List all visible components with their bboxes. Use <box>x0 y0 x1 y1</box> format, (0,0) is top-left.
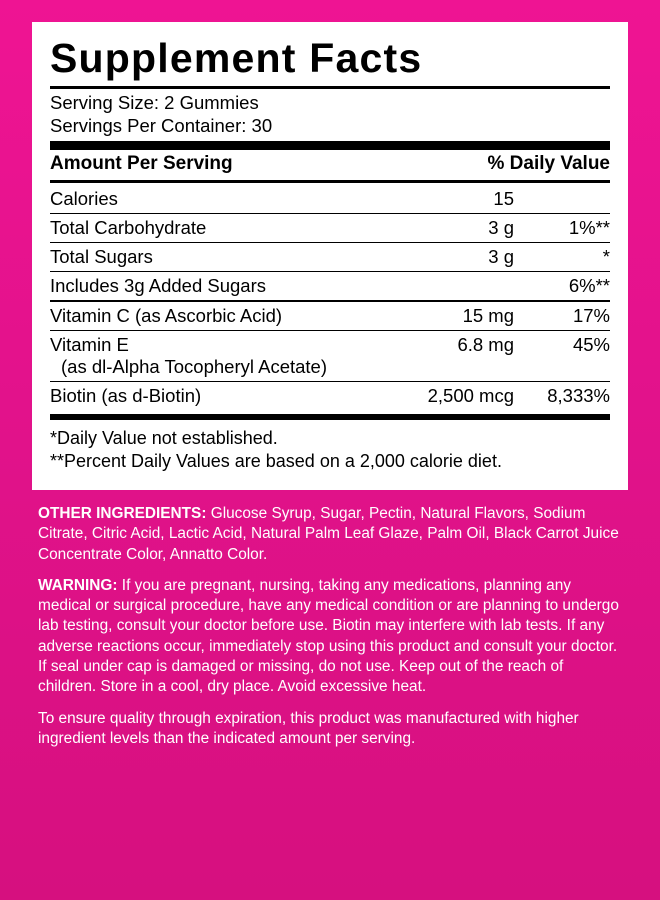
footnote-daily-value: *Daily Value not established. <box>50 428 278 449</box>
page-title: Supplement Facts <box>50 35 423 81</box>
divider-under-title <box>50 86 610 89</box>
nutrition-rows <box>50 185 610 410</box>
warning-label: WARNING: <box>38 576 118 594</box>
row-name: Calories <box>50 188 118 210</box>
servings-block <box>50 91 610 137</box>
row-amount: 2,500 mcg <box>404 382 514 411</box>
servings-per-container: Servings Per Container: 30 <box>50 114 273 136</box>
nutrition-table <box>50 150 610 178</box>
table-row <box>50 243 610 272</box>
supplement-facts-panel <box>32 22 628 490</box>
other-ingredients-paragraph <box>38 504 622 565</box>
row-dv: 6%** <box>514 272 610 302</box>
footnote-percent-dv: **Percent Daily Values are based on a 2,000 calorie diet. <box>50 451 502 472</box>
row-amount: 15 mg <box>404 301 514 331</box>
header-amount-per-serving: Amount Per Serving <box>50 153 233 175</box>
row-amount: 3 g <box>404 214 514 243</box>
serving-size: Serving Size: 2 Gummies <box>50 91 259 113</box>
divider-above-table <box>50 141 610 150</box>
row-dv: 8,333% <box>514 382 610 411</box>
warning-paragraph <box>38 576 622 698</box>
row-name: Total Carbohydrate <box>50 214 404 243</box>
row-dv: 45% <box>514 331 610 382</box>
row-name: Includes 3g Added Sugars <box>50 272 404 302</box>
row-amount: 15 <box>493 188 514 210</box>
footnotes <box>50 420 610 474</box>
table-row <box>50 214 610 243</box>
row-name: Biotin (as d-Biotin) <box>50 382 404 411</box>
header-daily-value: % Daily Value <box>487 153 610 175</box>
warning-text: If you are pregnant, nursing, taking any medications, planning any medical or surgical procedure, have any medical condition or are planning to undergo lab testing, consult your doctor before use. Biotin may interfere with lab tests. If any adverse reactions occur, immediately stop using this product and consult your doctor. If seal under cap is damaged or missing, do not use. Keep out of the reach of children. Store in a cool, dry place. Avoid excessive heat. <box>38 576 619 696</box>
row-dv: * <box>514 243 610 272</box>
row-name: Total Sugars <box>50 243 404 272</box>
lower-text-block <box>32 490 628 750</box>
row-name: Vitamin C (as Ascorbic Acid) <box>50 301 404 331</box>
table-row <box>50 185 610 214</box>
table-row <box>50 301 610 331</box>
table-row <box>50 272 610 302</box>
other-ingredients-text: Glucose Syrup, Sugar, Pectin, Natural Flavors, Sodium Citrate, Citric Acid, Lactic Acid, Natural Palm Leaf Glaze, Palm Oil, Black Carrot Juice Concentrate Color, Annatto Color. <box>38 504 619 563</box>
table-header-row <box>50 150 610 178</box>
row-amount <box>404 272 514 302</box>
row-dv: 17% <box>514 301 610 331</box>
table-row <box>50 331 610 382</box>
divider-under-header <box>50 180 610 183</box>
row-amount: 6.8 mg <box>404 331 514 382</box>
row-name-group <box>50 331 404 382</box>
row-name: Vitamin E <box>50 334 129 356</box>
row-amount: 3 g <box>404 243 514 272</box>
row-dv: 1%** <box>514 214 610 243</box>
row-name-detail: (as dl-Alpha Tocopheryl Acetate) <box>61 356 328 378</box>
table-row <box>50 382 610 411</box>
other-ingredients-label: OTHER INGREDIENTS: <box>38 504 207 522</box>
row-dv <box>514 185 610 214</box>
quality-note-paragraph: To ensure quality through expiration, this product was manufactured with higher ingredient levels than the indicated amount per serving. <box>38 709 579 748</box>
